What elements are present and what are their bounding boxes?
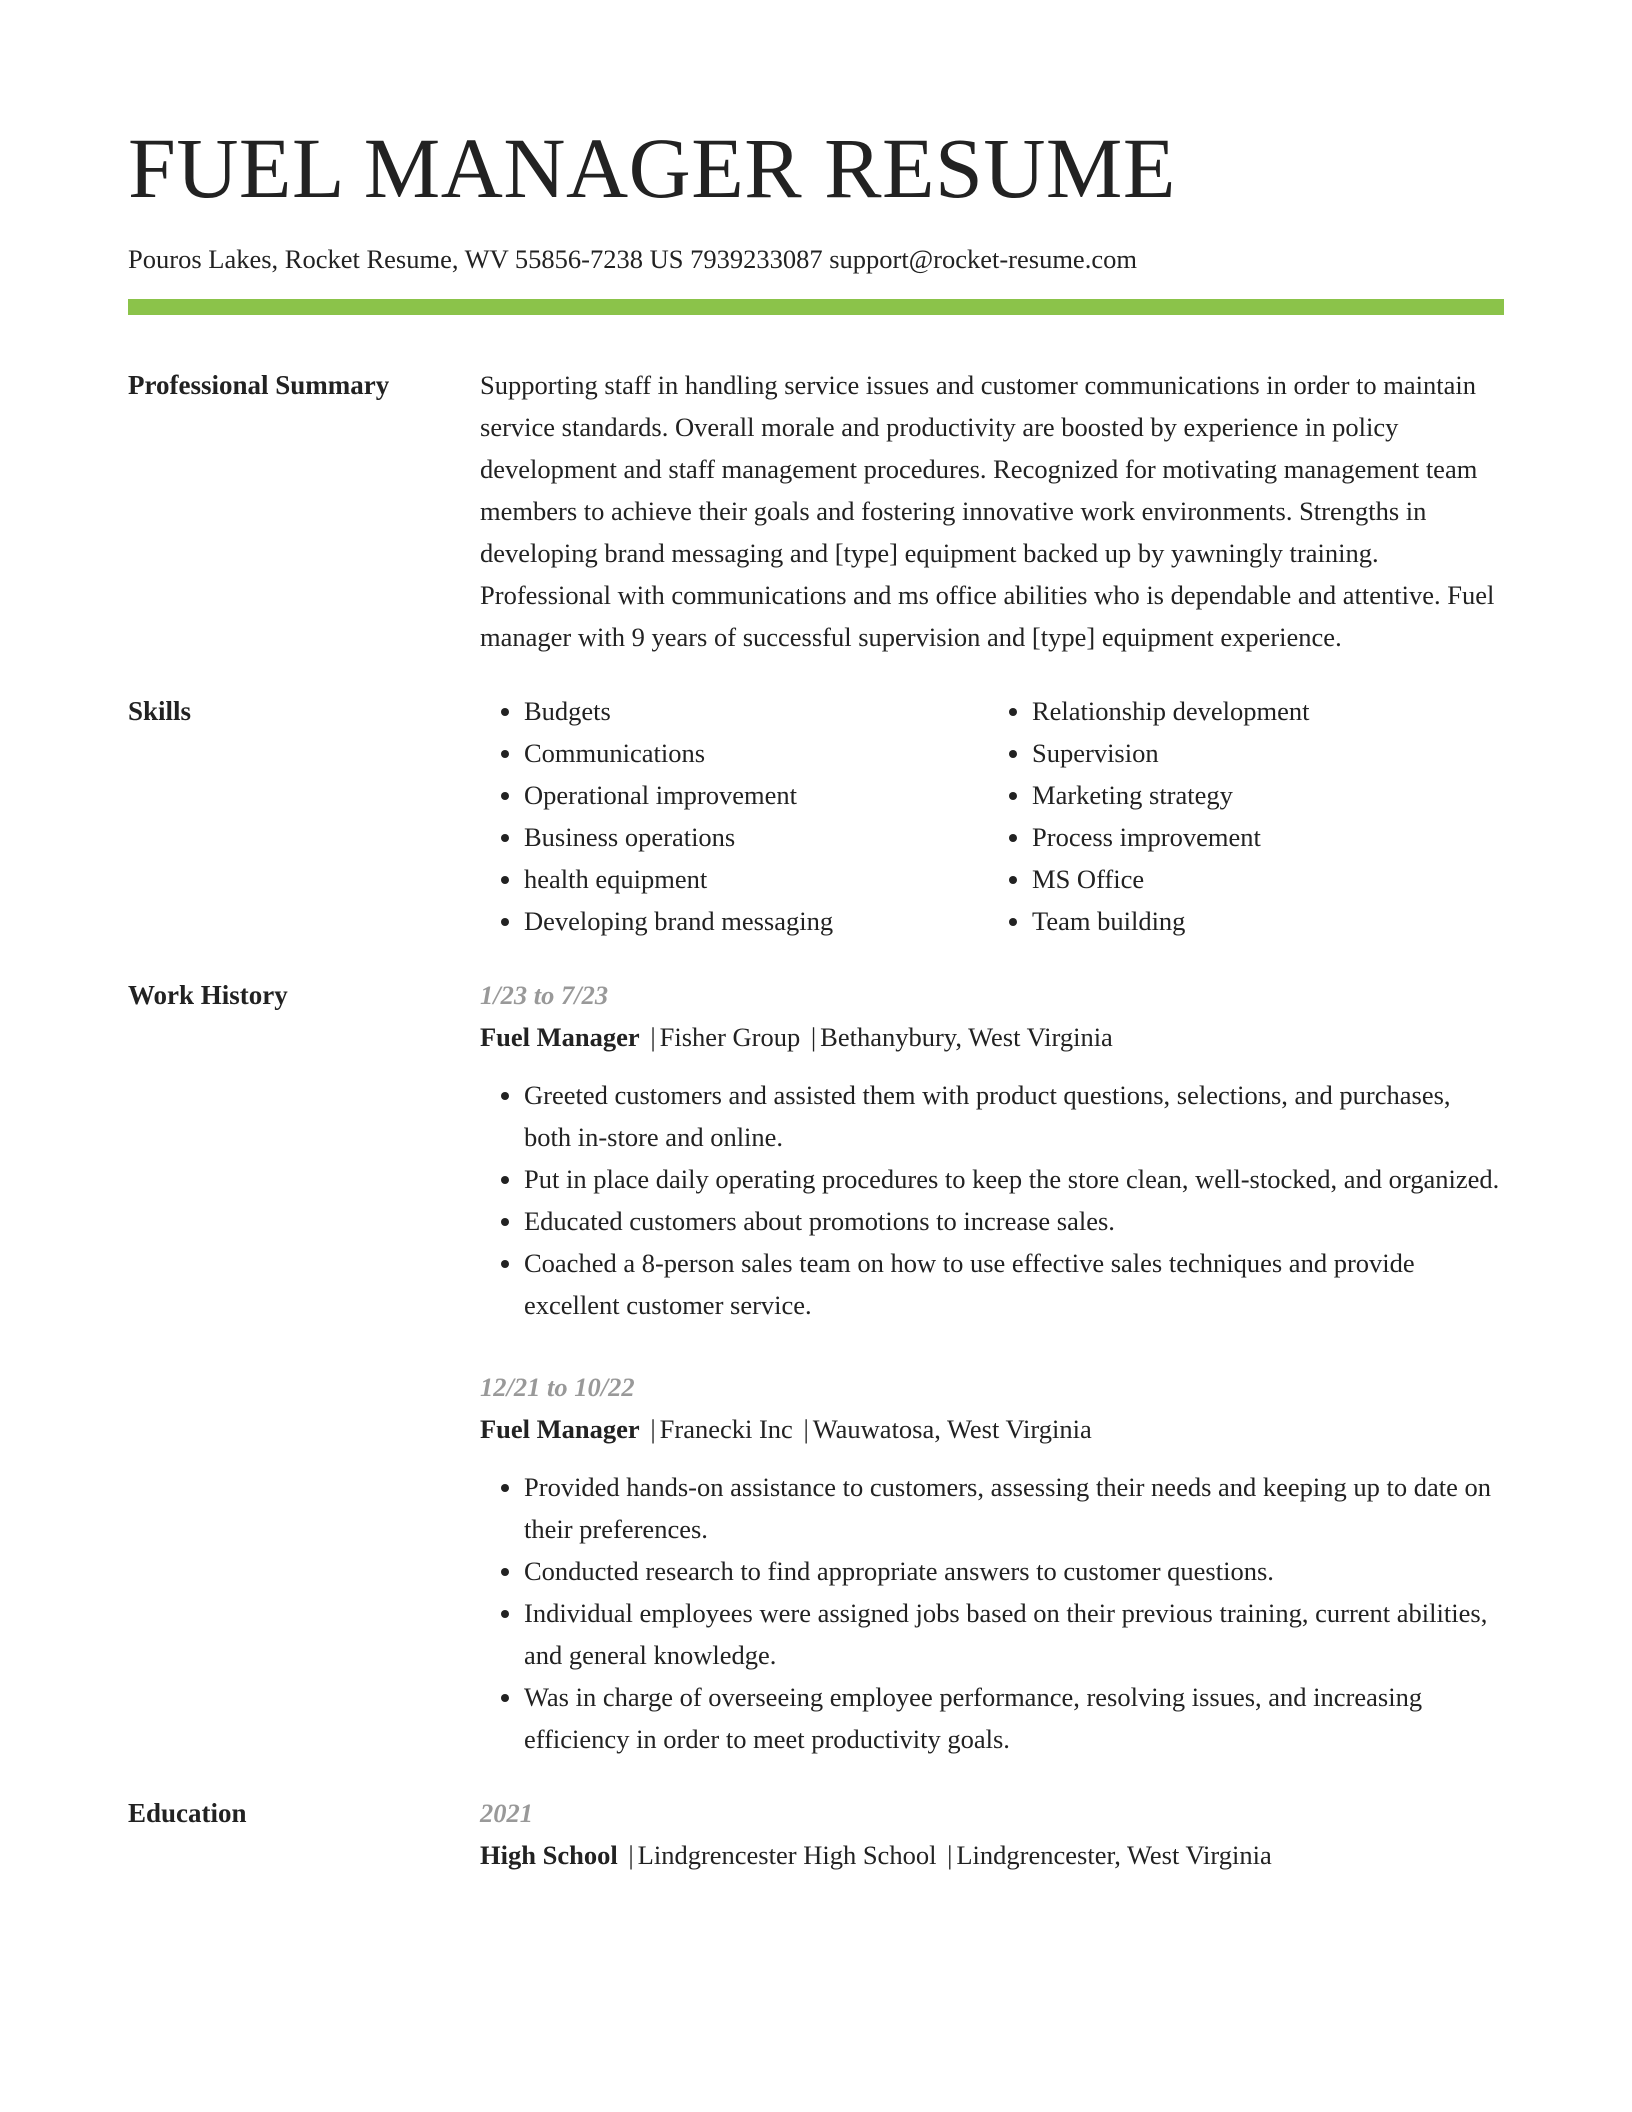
skill-item: • Marketing strategy xyxy=(1032,774,1504,816)
education-section xyxy=(128,1792,1504,1876)
skills-list-left xyxy=(480,690,996,942)
skill-item: • Supervision xyxy=(1032,732,1504,774)
skills-grid xyxy=(480,690,1504,942)
work-history-section xyxy=(128,974,1504,1760)
education-content xyxy=(480,1792,1504,1876)
job-company: Fisher Group xyxy=(659,1022,801,1052)
job-dates: 12/21 to 10/22 xyxy=(480,1372,635,1402)
work-history-content xyxy=(480,974,1504,1760)
skill-item: • Process improvement xyxy=(1032,816,1504,858)
education-heading xyxy=(480,1834,1504,1876)
header-divider xyxy=(128,299,1504,315)
skill-item: • Business operations xyxy=(524,816,996,858)
job-title: Fuel Manager xyxy=(480,1414,640,1444)
separator: | xyxy=(650,1022,656,1052)
resume-title: FUEL MANAGER RESUME xyxy=(128,120,1176,216)
separator: | xyxy=(810,1022,817,1052)
separator: | xyxy=(803,1414,809,1444)
skill-item: • health equipment xyxy=(524,858,996,900)
education-school: Lindgrencester High School xyxy=(637,1840,937,1870)
job-entry xyxy=(480,1366,1504,1760)
skills-content xyxy=(480,690,1504,942)
skill-item: • Operational improvement xyxy=(524,774,996,816)
job-heading xyxy=(480,1016,1504,1058)
contact-line: Pouros Lakes, Rocket Resume, WV 55856-7238 US 7939233087 support@rocket-resume.com xyxy=(128,244,1137,274)
education-location: Lindgrencester, West Virginia xyxy=(956,1840,1272,1870)
skill-item: • Communications xyxy=(524,732,996,774)
job-location: Bethanybury, West Virginia xyxy=(820,1022,1113,1052)
education-label: Education xyxy=(128,1798,247,1828)
work-history-label: Work History xyxy=(128,980,288,1010)
job-entry xyxy=(480,974,1504,1326)
summary-section xyxy=(128,364,1504,658)
job-heading xyxy=(480,1408,1504,1450)
job-bullets xyxy=(480,1074,1504,1326)
skill-item: • MS Office xyxy=(1032,858,1504,900)
job-bullet: • Provided hands-on assistance to customers, assessing their needs and keeping up to date on their preferences. xyxy=(524,1466,1504,1550)
education-year: 2021 xyxy=(480,1798,533,1828)
skills-section xyxy=(128,690,1504,942)
skills-label: Skills xyxy=(128,696,192,726)
education-degree: High School xyxy=(480,1840,618,1870)
skill-item: • Relationship development xyxy=(1032,690,1504,732)
separator: | xyxy=(628,1840,634,1870)
job-bullet: • Greeted customers and assisted them with product questions, selections, and purchases, both in-store and online. xyxy=(524,1074,1504,1158)
job-dates: 1/23 to 7/23 xyxy=(480,980,609,1010)
separator: | xyxy=(650,1414,656,1444)
skills-list-right xyxy=(996,690,1504,942)
job-bullet: • Was in charge of overseeing employee performance, resolving issues, and increasing efficiency in order to meet productivity goals. xyxy=(524,1676,1504,1760)
job-location: Wauwatosa, West Virginia xyxy=(812,1414,1092,1444)
job-title: Fuel Manager xyxy=(480,1022,640,1052)
skill-item: • Budgets xyxy=(524,690,996,732)
job-bullet: • Educated customers about promotions to increase sales. xyxy=(524,1200,1504,1242)
summary-content xyxy=(480,364,1504,658)
summary-label: Professional Summary xyxy=(128,370,390,400)
summary-text: Supporting staff in handling service issues and customer communications in order to maintain service standards. Overall morale and productivity are boosted by experience in policy development and staff management procedures. Recognized for motivating management team members to achieve their goals and fostering innovative work environments. Strengths in developing brand messaging and [type] equipment backed up by yawningly training. Professional with communications and ms office abilities who is dependable and attentive. Fuel manager with 9 years of successful supervision and [type] equipment experience. xyxy=(480,370,1495,652)
job-bullets xyxy=(480,1466,1504,1760)
skill-item: • Developing brand messaging xyxy=(524,900,996,942)
job-bullet: • Coached a 8-person sales team on how to use effective sales techniques and provide excellent customer service. xyxy=(524,1242,1504,1326)
job-bullet: • Put in place daily operating procedures to keep the store clean, well-stocked, and organized. xyxy=(524,1158,1504,1200)
skill-item: • Team building xyxy=(1032,900,1504,942)
separator: | xyxy=(947,1840,953,1870)
job-bullet: • Conducted research to find appropriate answers to customer questions. xyxy=(524,1550,1504,1592)
job-bullet: • Individual employees were assigned jobs based on their previous training, current abilities, and general knowledge. xyxy=(524,1592,1504,1676)
resume-page xyxy=(128,0,1504,1876)
job-company: Franecki Inc xyxy=(659,1414,793,1444)
